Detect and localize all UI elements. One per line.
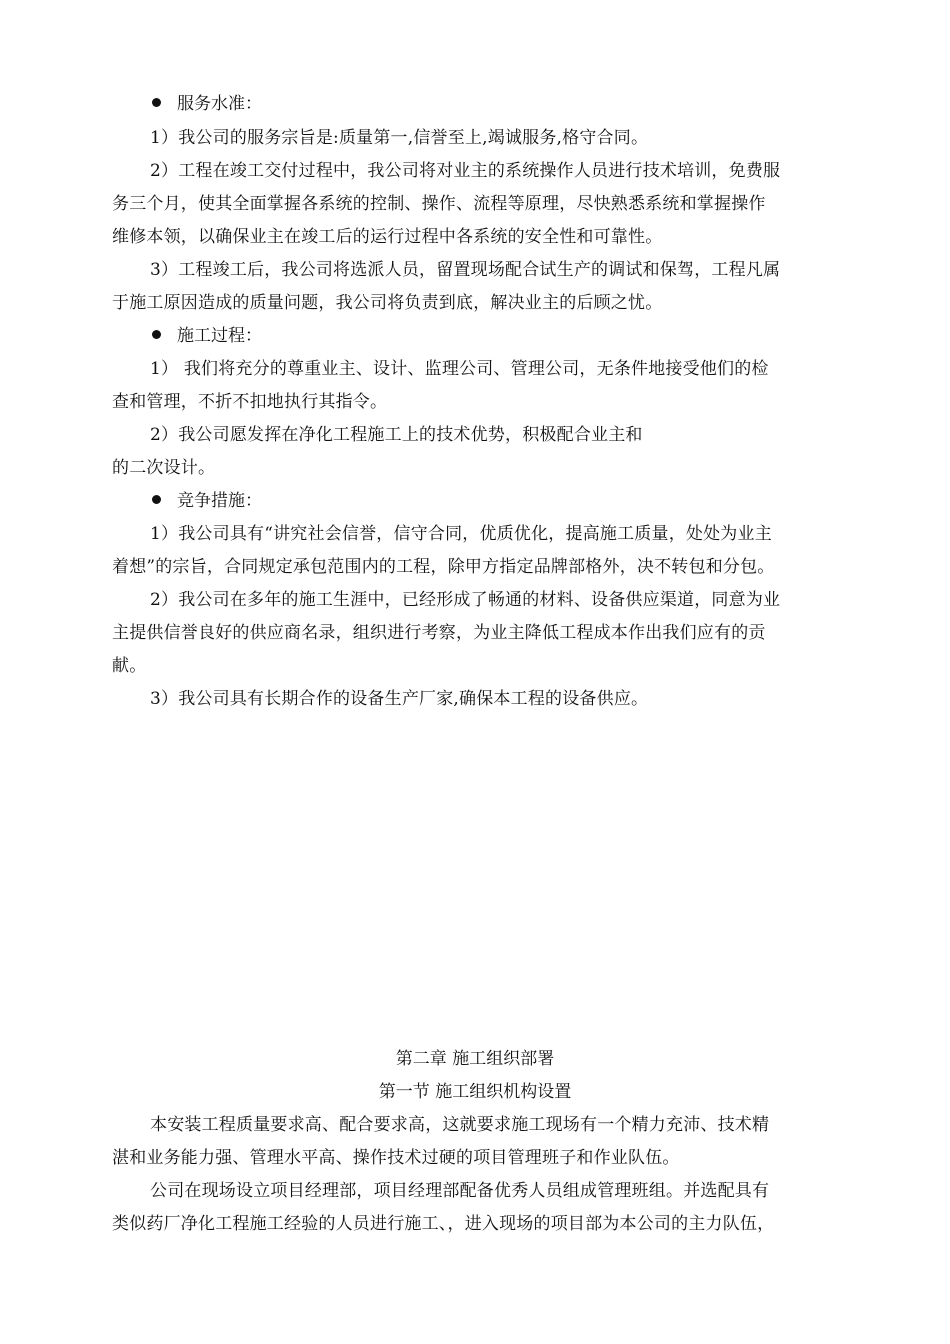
chapter-title: 第二章 施工组织部署 — [395, 1049, 555, 1069]
paragraph-line: 查和管理，不折不扣地执行其指令。 — [112, 392, 388, 412]
bullet-service-standard — [152, 93, 262, 115]
bullet-construction-process — [152, 325, 262, 347]
bullet-competitive-measures — [152, 490, 262, 512]
paragraph-line: 2）工程在竣工交付过程中，我公司将对业主的系统操作人员进行技术培训，免费服 — [150, 161, 781, 181]
paragraph-line: 主提供信誉良好的供应商名录，组织进行考察，为业主降低工程成本作出我们应有的贡 — [112, 623, 766, 643]
bullet-label: 服务水准： — [177, 94, 262, 114]
paragraph-line: 1） 我们将充分的尊重业主、设计、监理公司、管理公司，无条件地接受他们的检 — [150, 359, 769, 379]
bullet-dot-icon — [152, 330, 161, 339]
paragraph-line: 的二次设计。 — [112, 458, 216, 478]
paragraph-line: 3）工程竣工后，我公司将选派人员，留置现场配合试生产的调试和保驾，工程凡属 — [150, 260, 781, 280]
bullet-label: 竞争措施： — [177, 491, 262, 511]
bullet-dot-icon — [152, 98, 161, 107]
bullet-dot-icon — [152, 495, 161, 504]
paragraph-line: 着想”的宗旨，合同规定承包范围内的工程，除甲方指定品牌部格外，决不转包和分包。 — [112, 557, 775, 577]
paragraph-line: 类似药厂净化工程施工经验的人员进行施工、，进入现场的项目部为本公司的主力队伍， — [112, 1214, 775, 1234]
paragraph-line: 维修本领，以确保业主在竣工后的运行过程中各系统的安全性和可靠性。 — [112, 227, 663, 247]
paragraph-line: 公司在现场设立项目经理部，项目经理部配备优秀人员组成管理班组。并选配具有 — [150, 1181, 770, 1201]
paragraph-line: 于施工原因造成的质量问题，我公司将负责到底，解决业主的后顾之忧。 — [112, 293, 663, 313]
paragraph-line: 湛和业务能力强、管理水平高、操作技术过硬的项目管理班子和作业队伍。 — [112, 1148, 680, 1168]
bullet-label: 施工过程： — [177, 326, 262, 346]
paragraph-line: 本安装工程质量要求高、配合要求高，这就要求施工现场有一个精力充沛、技术精 — [150, 1115, 770, 1135]
paragraph-line: 3）我公司具有长期合作的设备生产厂家,确保本工程的设备供应。 — [150, 689, 649, 709]
paragraph-line: 2）我公司在多年的施工生涯中，已经形成了畅通的材料、设备供应渠道，同意为业 — [150, 590, 781, 610]
paragraph-line: 2）我公司愿发挥在净化工程施工上的技术优势，积极配合业主和 — [150, 425, 643, 445]
paragraph-line: 1）我公司的服务宗旨是:质量第一,信誉至上,竭诚服务,格守合同。 — [150, 128, 649, 148]
paragraph-line: 1）我公司具有“讲究社会信誉，信守合同，优质优化，提高施工质量，处处为业主 — [150, 524, 772, 544]
section-title: 第一节 施工组织机构设置 — [378, 1082, 572, 1102]
paragraph-line: 务三个月，使其全面掌握各系统的控制、操作、流程等原理，尽快熟悉系统和掌握操作 — [112, 194, 766, 214]
paragraph-line: 献。 — [112, 656, 147, 676]
